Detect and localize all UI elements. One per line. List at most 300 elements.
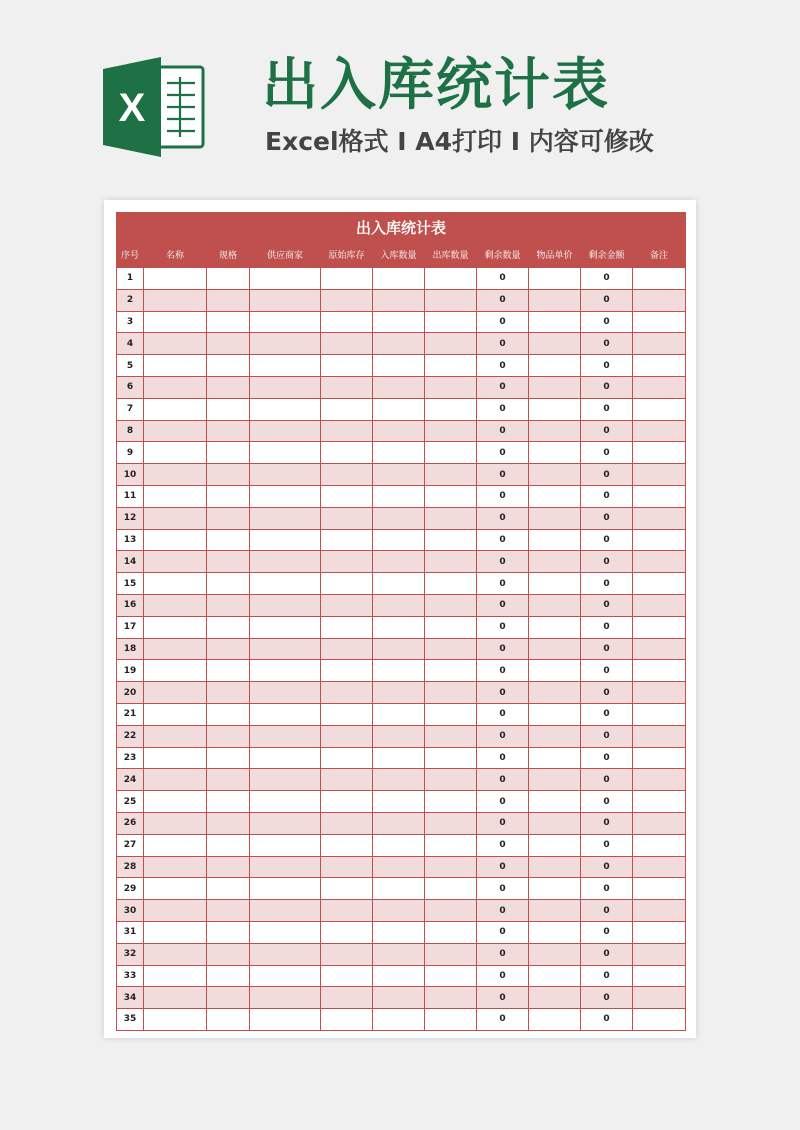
remaining-qty-cell[interactable]: 0	[477, 398, 529, 420]
row-number-cell[interactable]: 32	[117, 943, 144, 965]
row-number-cell[interactable]: 17	[117, 616, 144, 638]
remaining-amount-cell[interactable]: 0	[581, 791, 633, 813]
table-cell[interactable]	[321, 311, 373, 333]
table-cell[interactable]	[144, 856, 207, 878]
table-cell[interactable]	[633, 791, 686, 813]
table-cell[interactable]	[425, 268, 477, 290]
table-cell[interactable]	[425, 791, 477, 813]
table-cell[interactable]	[321, 900, 373, 922]
table-cell[interactable]	[425, 747, 477, 769]
row-number-cell[interactable]: 3	[117, 311, 144, 333]
table-cell[interactable]	[207, 900, 250, 922]
table-cell[interactable]	[425, 355, 477, 377]
table-cell[interactable]	[250, 616, 321, 638]
table-cell[interactable]	[633, 987, 686, 1009]
table-cell[interactable]	[207, 921, 250, 943]
table-cell[interactable]	[633, 376, 686, 398]
table-cell[interactable]	[373, 594, 425, 616]
table-cell[interactable]	[633, 442, 686, 464]
remaining-qty-cell[interactable]: 0	[477, 507, 529, 529]
table-cell[interactable]	[373, 900, 425, 922]
remaining-amount-cell[interactable]: 0	[581, 594, 633, 616]
row-number-cell[interactable]: 28	[117, 856, 144, 878]
table-cell[interactable]	[373, 398, 425, 420]
row-number-cell[interactable]: 6	[117, 376, 144, 398]
table-cell[interactable]	[373, 812, 425, 834]
table-cell[interactable]	[321, 573, 373, 595]
row-number-cell[interactable]: 27	[117, 834, 144, 856]
table-cell[interactable]	[425, 1009, 477, 1031]
table-cell[interactable]	[144, 900, 207, 922]
table-cell[interactable]	[144, 791, 207, 813]
table-cell[interactable]	[144, 725, 207, 747]
remaining-amount-cell[interactable]: 0	[581, 529, 633, 551]
table-cell[interactable]	[144, 878, 207, 900]
table-cell[interactable]	[144, 442, 207, 464]
row-number-cell[interactable]: 25	[117, 791, 144, 813]
table-cell[interactable]	[425, 420, 477, 442]
table-cell[interactable]	[529, 376, 581, 398]
remaining-qty-cell[interactable]: 0	[477, 834, 529, 856]
table-cell[interactable]	[144, 551, 207, 573]
table-cell[interactable]	[321, 965, 373, 987]
table-cell[interactable]	[373, 638, 425, 660]
table-cell[interactable]	[373, 311, 425, 333]
table-cell[interactable]	[373, 921, 425, 943]
table-cell[interactable]	[207, 376, 250, 398]
table-cell[interactable]	[321, 485, 373, 507]
table-cell[interactable]	[321, 878, 373, 900]
table-cell[interactable]	[144, 311, 207, 333]
remaining-qty-cell[interactable]: 0	[477, 376, 529, 398]
table-cell[interactable]	[529, 1009, 581, 1031]
table-cell[interactable]	[633, 529, 686, 551]
row-number-cell[interactable]: 35	[117, 1009, 144, 1031]
table-cell[interactable]	[207, 682, 250, 704]
table-cell[interactable]	[144, 398, 207, 420]
table-cell[interactable]	[529, 878, 581, 900]
table-cell[interactable]	[207, 442, 250, 464]
remaining-amount-cell[interactable]: 0	[581, 638, 633, 660]
table-cell[interactable]	[144, 812, 207, 834]
table-cell[interactable]	[633, 703, 686, 725]
remaining-qty-cell[interactable]: 0	[477, 812, 529, 834]
table-cell[interactable]	[207, 616, 250, 638]
remaining-amount-cell[interactable]: 0	[581, 311, 633, 333]
table-cell[interactable]	[321, 769, 373, 791]
table-cell[interactable]	[633, 268, 686, 290]
table-cell[interactable]	[321, 703, 373, 725]
remaining-amount-cell[interactable]: 0	[581, 289, 633, 311]
table-cell[interactable]	[529, 638, 581, 660]
remaining-amount-cell[interactable]: 0	[581, 878, 633, 900]
remaining-qty-cell[interactable]: 0	[477, 921, 529, 943]
table-cell[interactable]	[321, 376, 373, 398]
table-cell[interactable]	[321, 268, 373, 290]
table-cell[interactable]	[633, 965, 686, 987]
remaining-qty-cell[interactable]: 0	[477, 725, 529, 747]
remaining-qty-cell[interactable]: 0	[477, 965, 529, 987]
table-cell[interactable]	[321, 333, 373, 355]
table-cell[interactable]	[207, 856, 250, 878]
table-cell[interactable]	[321, 289, 373, 311]
table-cell[interactable]	[633, 464, 686, 486]
remaining-amount-cell[interactable]: 0	[581, 507, 633, 529]
table-cell[interactable]	[633, 856, 686, 878]
table-cell[interactable]	[373, 616, 425, 638]
table-cell[interactable]	[529, 507, 581, 529]
table-cell[interactable]	[250, 747, 321, 769]
row-number-cell[interactable]: 22	[117, 725, 144, 747]
remaining-qty-cell[interactable]: 0	[477, 289, 529, 311]
remaining-qty-cell[interactable]: 0	[477, 682, 529, 704]
table-cell[interactable]	[250, 769, 321, 791]
row-number-cell[interactable]: 21	[117, 703, 144, 725]
table-cell[interactable]	[250, 551, 321, 573]
table-cell[interactable]	[529, 921, 581, 943]
table-cell[interactable]	[425, 812, 477, 834]
table-cell[interactable]	[529, 333, 581, 355]
table-cell[interactable]	[207, 420, 250, 442]
table-cell[interactable]	[321, 1009, 373, 1031]
remaining-qty-cell[interactable]: 0	[477, 333, 529, 355]
table-cell[interactable]	[373, 965, 425, 987]
table-cell[interactable]	[207, 812, 250, 834]
table-cell[interactable]	[144, 376, 207, 398]
row-number-cell[interactable]: 11	[117, 485, 144, 507]
row-number-cell[interactable]: 23	[117, 747, 144, 769]
table-cell[interactable]	[425, 660, 477, 682]
table-cell[interactable]	[250, 376, 321, 398]
table-cell[interactable]	[144, 834, 207, 856]
row-number-cell[interactable]: 4	[117, 333, 144, 355]
table-cell[interactable]	[321, 594, 373, 616]
table-cell[interactable]	[250, 529, 321, 551]
remaining-amount-cell[interactable]: 0	[581, 856, 633, 878]
table-cell[interactable]	[425, 987, 477, 1009]
row-number-cell[interactable]: 26	[117, 812, 144, 834]
remaining-amount-cell[interactable]: 0	[581, 965, 633, 987]
table-cell[interactable]	[425, 616, 477, 638]
remaining-qty-cell[interactable]: 0	[477, 355, 529, 377]
table-cell[interactable]	[321, 943, 373, 965]
table-cell[interactable]	[207, 355, 250, 377]
row-number-cell[interactable]: 19	[117, 660, 144, 682]
table-cell[interactable]	[373, 769, 425, 791]
table-cell[interactable]	[529, 355, 581, 377]
table-cell[interactable]	[529, 398, 581, 420]
remaining-amount-cell[interactable]: 0	[581, 682, 633, 704]
remaining-qty-cell[interactable]: 0	[477, 856, 529, 878]
table-cell[interactable]	[250, 398, 321, 420]
table-cell[interactable]	[425, 311, 477, 333]
row-number-cell[interactable]: 31	[117, 921, 144, 943]
remaining-amount-cell[interactable]: 0	[581, 573, 633, 595]
table-cell[interactable]	[633, 573, 686, 595]
table-cell[interactable]	[373, 420, 425, 442]
table-cell[interactable]	[321, 442, 373, 464]
table-cell[interactable]	[207, 987, 250, 1009]
table-cell[interactable]	[144, 747, 207, 769]
remaining-amount-cell[interactable]: 0	[581, 921, 633, 943]
table-cell[interactable]	[321, 747, 373, 769]
table-cell[interactable]	[373, 268, 425, 290]
table-cell[interactable]	[250, 878, 321, 900]
remaining-amount-cell[interactable]: 0	[581, 812, 633, 834]
remaining-qty-cell[interactable]: 0	[477, 638, 529, 660]
table-cell[interactable]	[425, 900, 477, 922]
table-cell[interactable]	[633, 1009, 686, 1031]
remaining-qty-cell[interactable]: 0	[477, 660, 529, 682]
table-cell[interactable]	[633, 812, 686, 834]
remaining-amount-cell[interactable]: 0	[581, 725, 633, 747]
table-cell[interactable]	[207, 464, 250, 486]
table-cell[interactable]	[250, 725, 321, 747]
table-cell[interactable]	[321, 420, 373, 442]
table-cell[interactable]	[425, 921, 477, 943]
table-cell[interactable]	[207, 725, 250, 747]
remaining-amount-cell[interactable]: 0	[581, 268, 633, 290]
remaining-qty-cell[interactable]: 0	[477, 485, 529, 507]
table-cell[interactable]	[144, 987, 207, 1009]
row-number-cell[interactable]: 24	[117, 769, 144, 791]
remaining-qty-cell[interactable]: 0	[477, 464, 529, 486]
remaining-qty-cell[interactable]: 0	[477, 594, 529, 616]
table-cell[interactable]	[144, 660, 207, 682]
table-cell[interactable]	[144, 573, 207, 595]
table-cell[interactable]	[425, 485, 477, 507]
table-cell[interactable]	[250, 355, 321, 377]
table-cell[interactable]	[207, 529, 250, 551]
remaining-amount-cell[interactable]: 0	[581, 660, 633, 682]
table-cell[interactable]	[529, 747, 581, 769]
row-number-cell[interactable]: 14	[117, 551, 144, 573]
remaining-amount-cell[interactable]: 0	[581, 987, 633, 1009]
table-cell[interactable]	[529, 791, 581, 813]
table-cell[interactable]	[144, 268, 207, 290]
table-cell[interactable]	[250, 573, 321, 595]
table-cell[interactable]	[250, 682, 321, 704]
remaining-qty-cell[interactable]: 0	[477, 791, 529, 813]
table-cell[interactable]	[373, 485, 425, 507]
table-cell[interactable]	[529, 856, 581, 878]
row-number-cell[interactable]: 8	[117, 420, 144, 442]
table-cell[interactable]	[250, 921, 321, 943]
table-cell[interactable]	[144, 1009, 207, 1031]
table-cell[interactable]	[250, 812, 321, 834]
table-cell[interactable]	[529, 725, 581, 747]
table-cell[interactable]	[633, 769, 686, 791]
table-cell[interactable]	[321, 791, 373, 813]
table-cell[interactable]	[373, 725, 425, 747]
table-cell[interactable]	[425, 376, 477, 398]
remaining-qty-cell[interactable]: 0	[477, 268, 529, 290]
table-cell[interactable]	[250, 943, 321, 965]
table-cell[interactable]	[373, 507, 425, 529]
row-number-cell[interactable]: 18	[117, 638, 144, 660]
table-cell[interactable]	[250, 268, 321, 290]
table-cell[interactable]	[529, 551, 581, 573]
remaining-amount-cell[interactable]: 0	[581, 442, 633, 464]
table-cell[interactable]	[633, 725, 686, 747]
table-cell[interactable]	[144, 616, 207, 638]
table-cell[interactable]	[250, 289, 321, 311]
table-cell[interactable]	[250, 507, 321, 529]
row-number-cell[interactable]: 12	[117, 507, 144, 529]
table-cell[interactable]	[207, 791, 250, 813]
table-cell[interactable]	[633, 878, 686, 900]
table-cell[interactable]	[633, 660, 686, 682]
table-cell[interactable]	[321, 856, 373, 878]
remaining-amount-cell[interactable]: 0	[581, 485, 633, 507]
table-cell[interactable]	[144, 769, 207, 791]
table-cell[interactable]	[250, 638, 321, 660]
table-cell[interactable]	[529, 420, 581, 442]
table-cell[interactable]	[425, 529, 477, 551]
table-cell[interactable]	[250, 420, 321, 442]
table-cell[interactable]	[529, 594, 581, 616]
row-number-cell[interactable]: 7	[117, 398, 144, 420]
table-cell[interactable]	[425, 725, 477, 747]
table-cell[interactable]	[373, 442, 425, 464]
table-cell[interactable]	[250, 311, 321, 333]
table-cell[interactable]	[373, 464, 425, 486]
table-cell[interactable]	[321, 725, 373, 747]
remaining-qty-cell[interactable]: 0	[477, 311, 529, 333]
row-number-cell[interactable]: 13	[117, 529, 144, 551]
remaining-qty-cell[interactable]: 0	[477, 703, 529, 725]
table-cell[interactable]	[250, 660, 321, 682]
table-cell[interactable]	[373, 1009, 425, 1031]
table-cell[interactable]	[425, 333, 477, 355]
table-cell[interactable]	[207, 268, 250, 290]
table-cell[interactable]	[321, 551, 373, 573]
table-cell[interactable]	[633, 551, 686, 573]
table-cell[interactable]	[425, 507, 477, 529]
table-cell[interactable]	[321, 616, 373, 638]
remaining-qty-cell[interactable]: 0	[477, 420, 529, 442]
table-cell[interactable]	[373, 878, 425, 900]
table-cell[interactable]	[425, 943, 477, 965]
table-cell[interactable]	[529, 464, 581, 486]
table-cell[interactable]	[144, 289, 207, 311]
remaining-qty-cell[interactable]: 0	[477, 442, 529, 464]
remaining-amount-cell[interactable]: 0	[581, 333, 633, 355]
remaining-amount-cell[interactable]: 0	[581, 900, 633, 922]
table-cell[interactable]	[144, 485, 207, 507]
table-cell[interactable]	[425, 769, 477, 791]
table-cell[interactable]	[373, 987, 425, 1009]
table-cell[interactable]	[207, 943, 250, 965]
table-cell[interactable]	[633, 616, 686, 638]
table-cell[interactable]	[529, 311, 581, 333]
row-number-cell[interactable]: 9	[117, 442, 144, 464]
table-cell[interactable]	[144, 703, 207, 725]
table-cell[interactable]	[207, 703, 250, 725]
table-cell[interactable]	[373, 703, 425, 725]
table-cell[interactable]	[144, 921, 207, 943]
table-cell[interactable]	[207, 311, 250, 333]
table-cell[interactable]	[373, 573, 425, 595]
table-cell[interactable]	[425, 464, 477, 486]
table-cell[interactable]	[373, 747, 425, 769]
table-cell[interactable]	[633, 594, 686, 616]
table-cell[interactable]	[250, 333, 321, 355]
table-cell[interactable]	[373, 943, 425, 965]
table-cell[interactable]	[207, 878, 250, 900]
remaining-amount-cell[interactable]: 0	[581, 376, 633, 398]
table-cell[interactable]	[633, 638, 686, 660]
row-number-cell[interactable]: 16	[117, 594, 144, 616]
table-cell[interactable]	[425, 682, 477, 704]
table-cell[interactable]	[250, 791, 321, 813]
table-cell[interactable]	[633, 507, 686, 529]
remaining-amount-cell[interactable]: 0	[581, 769, 633, 791]
table-cell[interactable]	[529, 900, 581, 922]
table-cell[interactable]	[633, 311, 686, 333]
table-cell[interactable]	[250, 987, 321, 1009]
remaining-amount-cell[interactable]: 0	[581, 747, 633, 769]
table-cell[interactable]	[321, 987, 373, 1009]
remaining-amount-cell[interactable]: 0	[581, 834, 633, 856]
remaining-qty-cell[interactable]: 0	[477, 573, 529, 595]
remaining-qty-cell[interactable]: 0	[477, 900, 529, 922]
table-cell[interactable]	[321, 638, 373, 660]
row-number-cell[interactable]: 29	[117, 878, 144, 900]
remaining-amount-cell[interactable]: 0	[581, 703, 633, 725]
table-cell[interactable]	[633, 943, 686, 965]
table-cell[interactable]	[633, 333, 686, 355]
table-cell[interactable]	[425, 638, 477, 660]
table-cell[interactable]	[207, 965, 250, 987]
remaining-qty-cell[interactable]: 0	[477, 878, 529, 900]
table-cell[interactable]	[207, 660, 250, 682]
table-cell[interactable]	[373, 333, 425, 355]
remaining-qty-cell[interactable]: 0	[477, 1009, 529, 1031]
remaining-qty-cell[interactable]: 0	[477, 616, 529, 638]
table-cell[interactable]	[633, 398, 686, 420]
row-number-cell[interactable]: 15	[117, 573, 144, 595]
table-cell[interactable]	[207, 638, 250, 660]
row-number-cell[interactable]: 5	[117, 355, 144, 377]
table-cell[interactable]	[633, 834, 686, 856]
table-cell[interactable]	[529, 943, 581, 965]
table-cell[interactable]	[250, 594, 321, 616]
table-cell[interactable]	[633, 747, 686, 769]
table-cell[interactable]	[373, 529, 425, 551]
remaining-amount-cell[interactable]: 0	[581, 398, 633, 420]
remaining-amount-cell[interactable]: 0	[581, 355, 633, 377]
table-cell[interactable]	[373, 355, 425, 377]
table-cell[interactable]	[529, 703, 581, 725]
table-cell[interactable]	[633, 682, 686, 704]
remaining-qty-cell[interactable]: 0	[477, 987, 529, 1009]
table-cell[interactable]	[321, 464, 373, 486]
table-cell[interactable]	[144, 594, 207, 616]
row-number-cell[interactable]: 2	[117, 289, 144, 311]
row-number-cell[interactable]: 34	[117, 987, 144, 1009]
table-cell[interactable]	[633, 900, 686, 922]
table-cell[interactable]	[207, 507, 250, 529]
row-number-cell[interactable]: 20	[117, 682, 144, 704]
table-cell[interactable]	[321, 812, 373, 834]
remaining-qty-cell[interactable]: 0	[477, 943, 529, 965]
table-cell[interactable]	[425, 878, 477, 900]
table-cell[interactable]	[425, 834, 477, 856]
table-cell[interactable]	[144, 464, 207, 486]
table-cell[interactable]	[207, 1009, 250, 1031]
table-cell[interactable]	[250, 464, 321, 486]
